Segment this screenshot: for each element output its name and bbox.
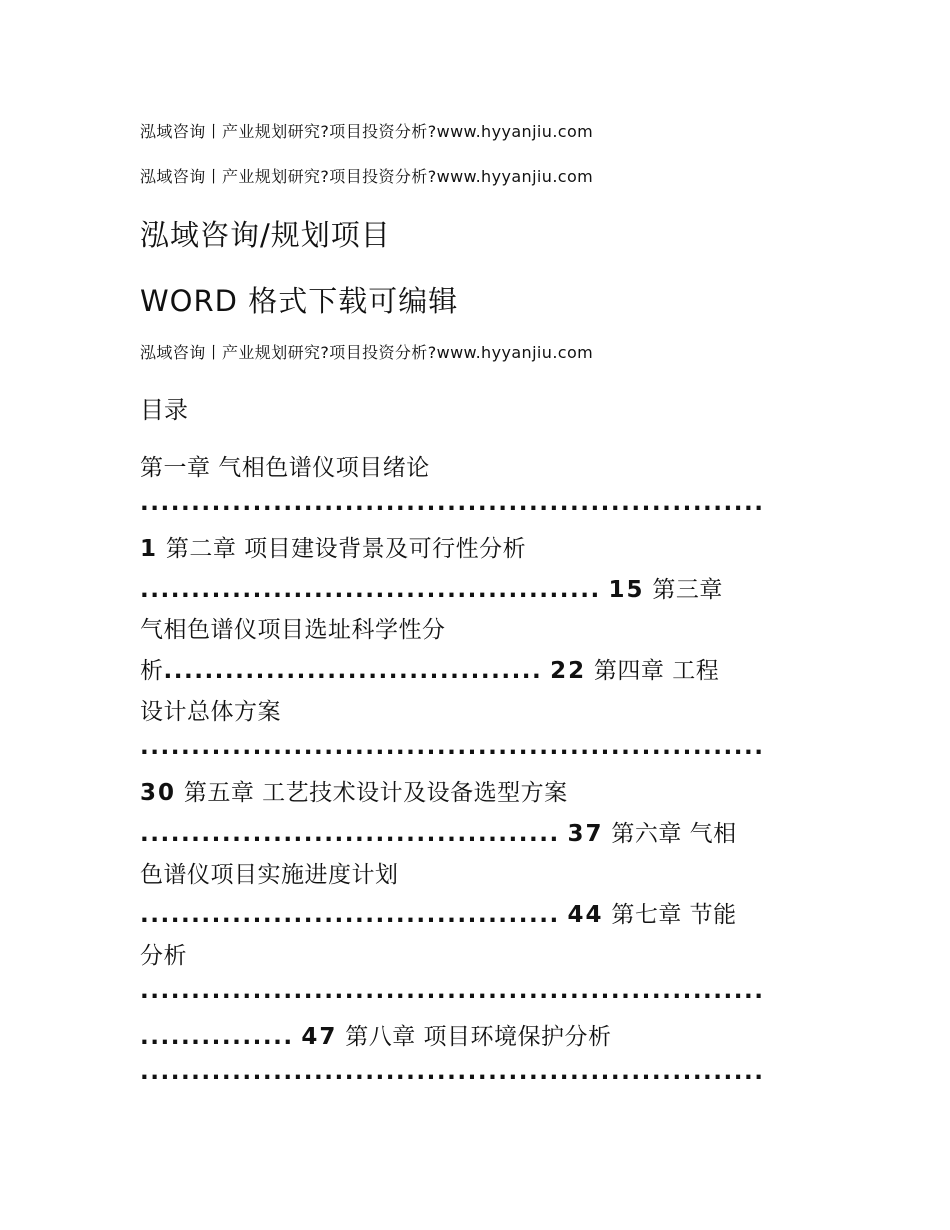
title-word-format: WORD 格式下载可编辑 [140, 284, 459, 318]
toc-leader-3: ..................................... [163, 658, 543, 684]
toc-leader-9: ............................................................. [140, 1059, 765, 1085]
toc-chapter-1: 第一章 气相色谱仪项目绪论 [140, 455, 430, 481]
toc-leader-2: ............................................. [140, 577, 601, 603]
toc-line-page15-ch3 [140, 571, 723, 604]
toc-page-22: 22 [550, 658, 587, 684]
toc-chapter-8: 第八章 项目环境保护分析 [345, 1024, 612, 1050]
toc-leader-5: ......................................... [140, 821, 560, 847]
header-line-3: 泓域咨询丨产业规划研究?项目投资分析?www.hyyanjiu.com [140, 343, 594, 362]
toc-line-page30-ch5 [140, 774, 568, 807]
toc-chapter-2: 第二章 项目建设背景及可行性分析 [165, 536, 527, 562]
toc-chapter-5: 第五章 工艺技术设计及设备选型方案 [183, 780, 568, 806]
toc-page-30: 30 [140, 780, 177, 806]
toc-chapter-4-cont: 设计总体方案 [140, 699, 281, 725]
toc-page-15: 15 [608, 577, 645, 603]
toc-chapter-4: 第四章 工程 [593, 658, 720, 684]
toc-leader-7: ............................................................. [140, 978, 765, 1004]
toc-chapter-7: 第七章 节能 [611, 902, 737, 928]
toc-leader-1: ............................................................. [140, 490, 765, 516]
toc-chapter-3-cont: 气相色谱仪项目选址科学性分 [140, 617, 446, 643]
toc-chapter-6-cont: 色谱仪项目实施进度计划 [140, 862, 399, 888]
toc-chapter-6: 第六章 气相 [611, 821, 737, 847]
toc-chapter-3-end: 析 [140, 658, 164, 684]
title-consulting: 泓域咨询/规划项目 [140, 218, 391, 252]
toc-heading: 目录 [140, 396, 188, 424]
toc-leader-6: ......................................... [140, 902, 560, 928]
toc-page-37: 37 [567, 821, 604, 847]
toc-line-page1-ch2 [140, 530, 526, 563]
toc-chapter-3: 第三章 [652, 577, 723, 603]
toc-page-47: 47 [301, 1024, 338, 1050]
toc-page-1: 1 [140, 536, 159, 562]
toc-line-page44-ch7 [140, 896, 737, 929]
toc-leader-4: ............................................................. [140, 734, 765, 760]
toc-line-page22-ch4 [140, 652, 719, 685]
toc-line-page47-ch8 [140, 1018, 612, 1051]
toc-page-44: 44 [567, 902, 604, 928]
toc-chapter-7-cont: 分析 [140, 943, 187, 969]
toc-line-page37-ch6 [140, 815, 737, 848]
header-line-2: 泓域咨询丨产业规划研究?项目投资分析?www.hyyanjiu.com [140, 167, 594, 186]
toc-leader-8: ............... [140, 1024, 294, 1050]
header-line-1: 泓域咨询丨产业规划研究?项目投资分析?www.hyyanjiu.com [140, 122, 594, 141]
